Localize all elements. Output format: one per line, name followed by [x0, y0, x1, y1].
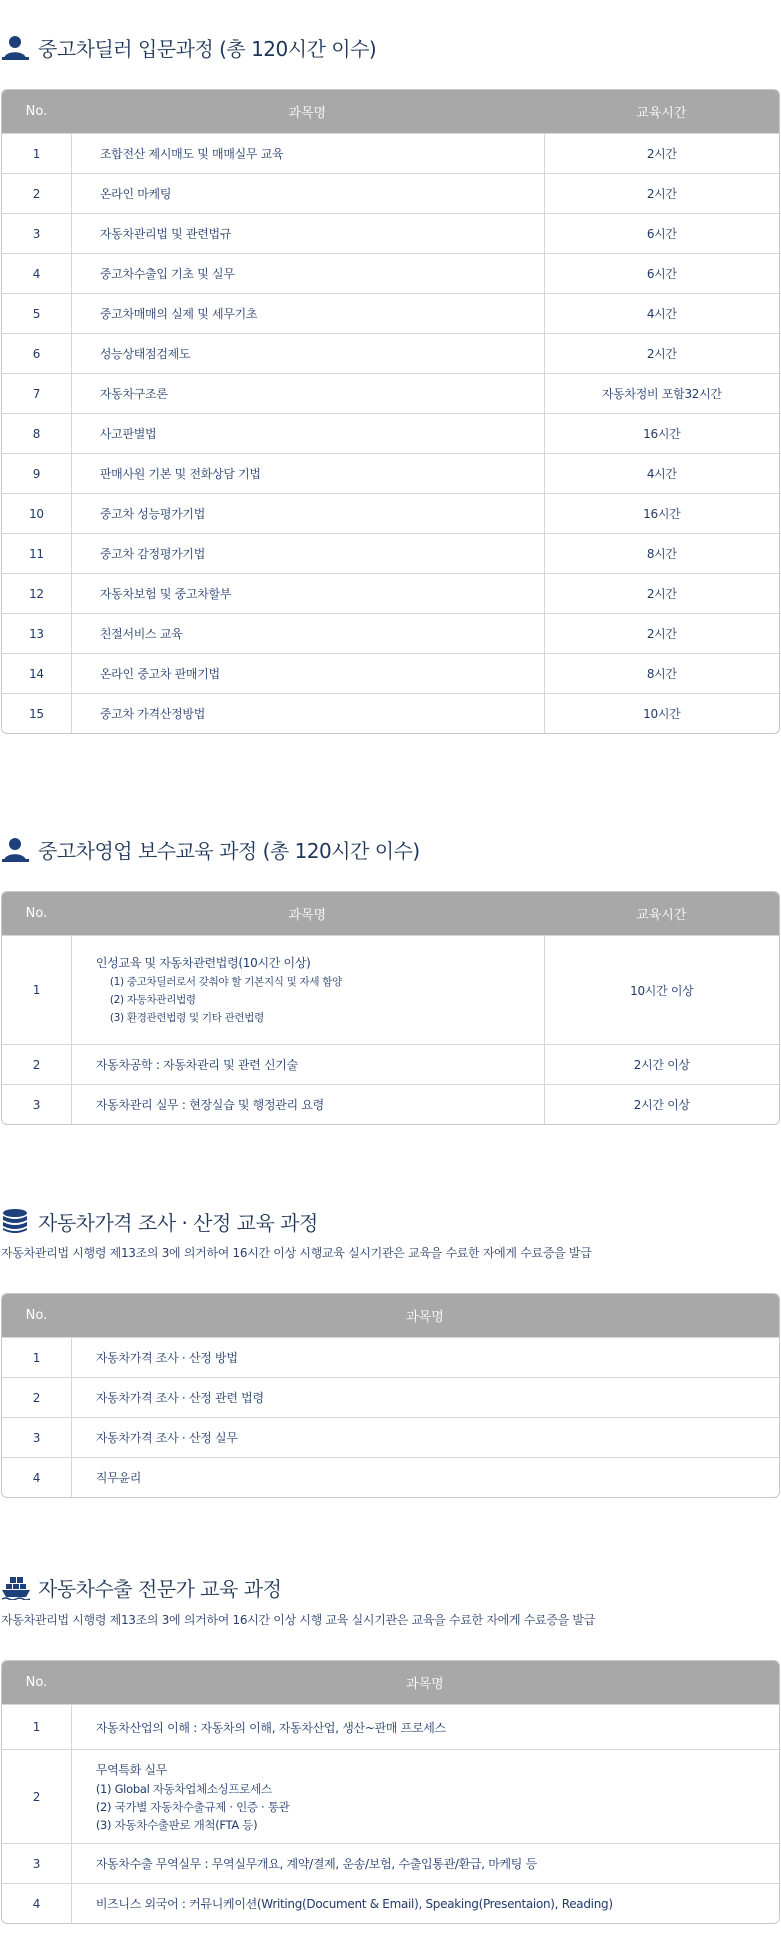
row-no: 1: [2, 935, 71, 1044]
row-hours: 2시간: [544, 133, 779, 173]
header-hours: 교육시간: [544, 892, 779, 935]
table-row: [2, 1084, 779, 1124]
row-sub-item: (2) 국가별 자동차수출규제 · 인증 · 통관: [95, 1799, 290, 1814]
row-name: 자동차관리법 및 관련법규: [71, 213, 544, 253]
row-hours: 자동차정비 포함32시간: [544, 373, 779, 413]
row-no: 3: [2, 1843, 71, 1883]
row-hours: 2시간: [544, 333, 779, 373]
table-row: [2, 935, 779, 1044]
course-table: [1, 891, 780, 1125]
row-hours: 2시간: [544, 573, 779, 613]
row-hours: 2시간: [544, 173, 779, 213]
row-sub-item: (2) 자동차관리법령: [109, 994, 196, 1006]
table-row: [2, 253, 779, 293]
row-no: 7: [2, 373, 71, 413]
table-row: [2, 453, 779, 493]
table-row: [2, 1883, 779, 1923]
row-name-main: 인성교육 및 자동차관련법령(10시간 이상): [95, 956, 311, 970]
table-row: [2, 413, 779, 453]
header-name: 과목명: [71, 1294, 779, 1337]
row-hours: 2시간 이상: [544, 1084, 779, 1124]
table-row: [2, 373, 779, 413]
row-no: 15: [2, 693, 71, 733]
row-name: 자동차가격 조사 · 산정 관련 법령: [71, 1377, 779, 1417]
row-hours: 8시간: [544, 533, 779, 573]
header-hours: 교육시간: [544, 90, 779, 133]
section-title: [2, 1572, 281, 1602]
section-title: [2, 834, 420, 864]
row-no: 3: [2, 1084, 71, 1124]
row-no: 1: [2, 133, 71, 173]
row-no: 1: [2, 1704, 71, 1749]
table-row: [2, 1337, 779, 1377]
person-icon: [2, 836, 30, 862]
header-name: 과목명: [71, 90, 544, 133]
row-name: 판매사원 기본 및 전화상담 기법: [71, 453, 544, 493]
row-no: 10: [2, 493, 71, 533]
row-name: 자동차가격 조사 · 산정 실무: [71, 1417, 779, 1457]
row-hours: 2시간: [544, 613, 779, 653]
section-subtitle: 자동차관리법 시행령 제13조의 3에 의거하여 16시간 이상 시행 교육 실시기관은 교육을 수료한 자에게 수료증을 발급: [1, 1613, 596, 1627]
person-icon: [2, 34, 30, 60]
section-title-text: 자동차수출 전문가 교육 과정: [38, 1576, 282, 1601]
row-name: 중고차 가격산정방법: [71, 693, 544, 733]
row-no: 13: [2, 613, 71, 653]
row-name: [71, 1749, 779, 1843]
row-hours: 4시간: [544, 293, 779, 333]
table-row: [2, 1704, 779, 1749]
section-title: [2, 1206, 318, 1236]
course-table: [1, 1660, 780, 1924]
row-no: 5: [2, 293, 71, 333]
course-table: [1, 1293, 780, 1498]
row-no: 9: [2, 453, 71, 493]
section-title: [2, 32, 376, 62]
row-hours: 6시간: [544, 213, 779, 253]
row-hours: 4시간: [544, 453, 779, 493]
row-no: 3: [2, 213, 71, 253]
row-no: 4: [2, 1457, 71, 1497]
row-no: 3: [2, 1417, 71, 1457]
header-no: No.: [2, 1294, 71, 1337]
table-row: [2, 333, 779, 373]
row-no: 14: [2, 653, 71, 693]
coins-icon: [2, 1208, 30, 1234]
row-sub-item: (1) 중고차딜러로서 갖춰야 할 기본지식 및 자세 함양: [109, 976, 342, 988]
row-hours: 10시간 이상: [544, 935, 779, 1044]
row-name: 중고차매매의 실제 및 세무기초: [71, 293, 544, 333]
table-row: [2, 133, 779, 173]
table-row: [2, 1749, 779, 1843]
row-name: 비즈니스 외국어 : 커뮤니케이션(Writing(Document & Email), Speaking(Presentaion), Reading): [71, 1883, 779, 1923]
row-no: 1: [2, 1337, 71, 1377]
header-no: No.: [2, 892, 71, 935]
row-hours: 6시간: [544, 253, 779, 293]
row-no: 12: [2, 573, 71, 613]
table-row: [2, 1044, 779, 1084]
row-name: 온라인 중고차 판매기법: [71, 653, 544, 693]
row-name: 중고차 감정평가기법: [71, 533, 544, 573]
header-name: 과목명: [71, 892, 544, 935]
row-no: 2: [2, 1377, 71, 1417]
table-row: [2, 293, 779, 333]
table-row: [2, 213, 779, 253]
row-sub-item: (3) 자동차수출판로 개척(FTA 등): [95, 1817, 258, 1832]
table-row: [2, 1417, 779, 1457]
row-name-main: 무역특화 실무: [95, 1762, 168, 1777]
row-hours: 10시간: [544, 693, 779, 733]
row-hours: 16시간: [544, 413, 779, 453]
section-title-text: 중고차영업 보수교육 과정 (총 120시간 이수): [38, 838, 420, 863]
table-row: [2, 653, 779, 693]
row-no: 11: [2, 533, 71, 573]
row-name: 자동차산업의 이해 : 자동차의 이해, 자동차산업, 생산~판매 프로세스: [71, 1704, 779, 1749]
table-row: [2, 533, 779, 573]
row-hours: 8시간: [544, 653, 779, 693]
header-no: No.: [2, 1661, 71, 1704]
row-name: 직무윤리: [71, 1457, 779, 1497]
course-table: [1, 89, 780, 734]
row-name: 자동차관리 실무 : 현장실습 및 행정관리 요령: [71, 1084, 544, 1124]
row-name: 자동차가격 조사 · 산정 방법: [71, 1337, 779, 1377]
table-row: [2, 613, 779, 653]
row-name: [71, 935, 544, 1044]
row-no: 8: [2, 413, 71, 453]
table-row: [2, 1843, 779, 1883]
row-hours: 2시간 이상: [544, 1044, 779, 1084]
row-no: 2: [2, 1044, 71, 1084]
row-name: 자동차수출 무역실무 : 무역실무개요, 계약/결제, 운송/보험, 수출입통관/환급, 마케팅 등: [71, 1843, 779, 1883]
row-name: 조합전산 제시매도 및 매매실무 교육: [71, 133, 544, 173]
table-row: [2, 1457, 779, 1497]
header-no: No.: [2, 90, 71, 133]
section-subtitle: 자동차관리법 시행령 제13조의 3에 의거하여 16시간 이상 시행교육 실시기관은 교육을 수료한 자에게 수료증을 발급: [1, 1246, 592, 1260]
header-name: 과목명: [71, 1661, 779, 1704]
row-no: 6: [2, 333, 71, 373]
row-hours: 16시간: [544, 493, 779, 533]
row-name: 성능상태점검제도: [71, 333, 544, 373]
row-no: 4: [2, 253, 71, 293]
row-name: 중고차수출입 기초 및 실무: [71, 253, 544, 293]
ship-icon: [2, 1574, 30, 1600]
row-name: 온라인 마케팅: [71, 173, 544, 213]
row-no: 2: [2, 1749, 71, 1843]
row-name: 자동차구조론: [71, 373, 544, 413]
section-title-text: 자동차가격 조사 · 산정 교육 과정: [38, 1210, 318, 1235]
table-row: [2, 493, 779, 533]
row-name: 중고차 성능평가기법: [71, 493, 544, 533]
row-sub-item: (3) 환경관련법령 및 기타 관련법령: [109, 1012, 264, 1024]
row-name: 자동차보험 및 중고차할부: [71, 573, 544, 613]
row-no: 4: [2, 1883, 71, 1923]
row-name: 자동차공학 : 자동차관리 및 관련 신기술: [71, 1044, 544, 1084]
row-no: 2: [2, 173, 71, 213]
section-title-text: 중고차딜러 입문과정 (총 120시간 이수): [38, 36, 377, 61]
row-name: 사고판별법: [71, 413, 544, 453]
row-name: 친절서비스 교육: [71, 613, 544, 653]
table-row: [2, 573, 779, 613]
table-row: [2, 173, 779, 213]
table-row: [2, 693, 779, 733]
table-row: [2, 1377, 779, 1417]
row-sub-item: (1) Global 자동차업체소싱프로세스: [95, 1781, 272, 1796]
